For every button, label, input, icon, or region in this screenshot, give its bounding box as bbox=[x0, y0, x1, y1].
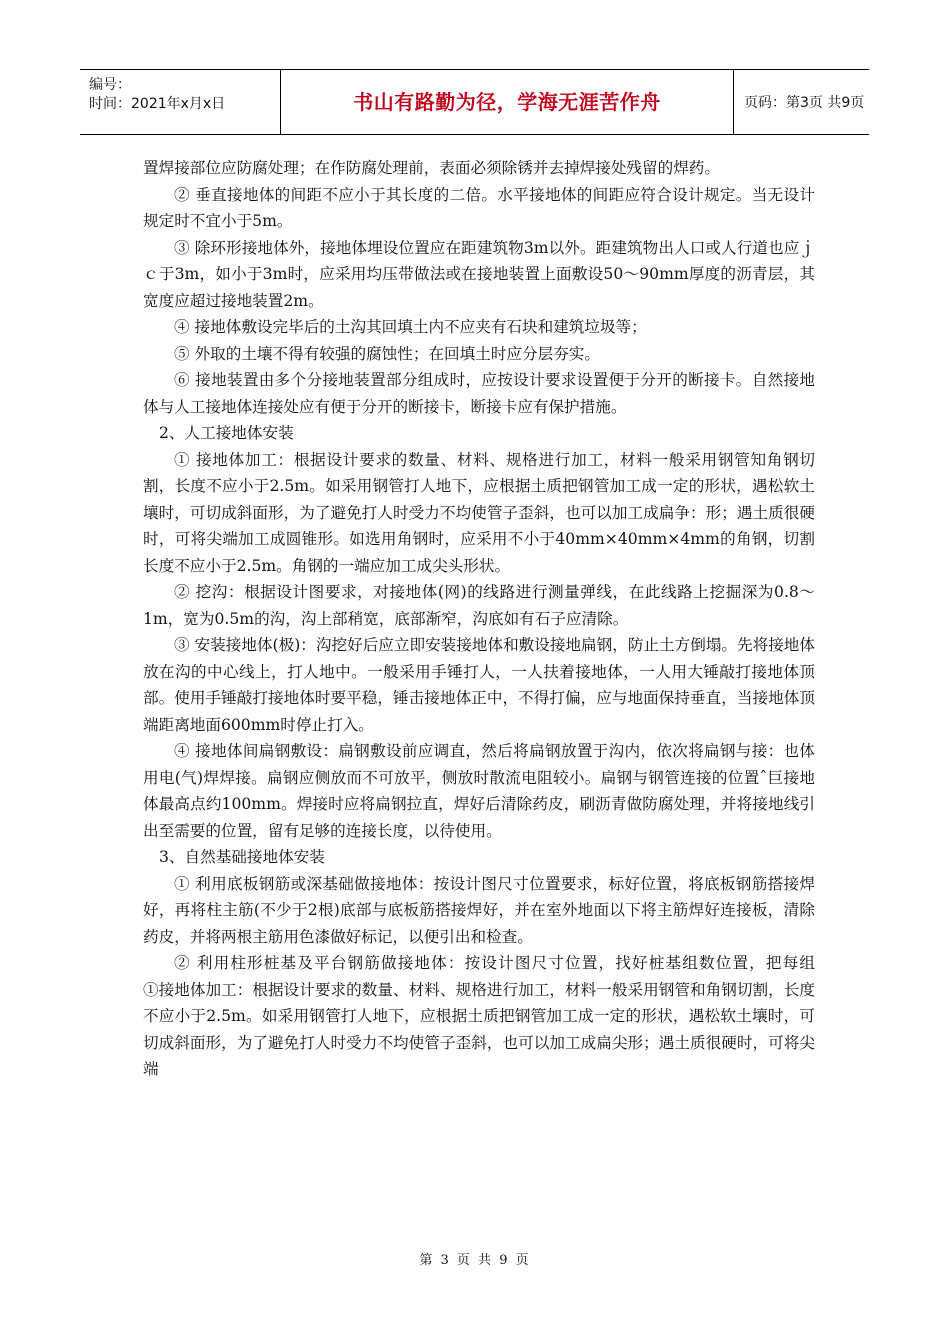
paragraph: ③ 除环形接地体外，接地体埋设位置应在距建筑物3m以外。距建筑物出人口或人行道也应ｊｃ于3m，如小于3m时，应采用均压带做法或在接地装置上面敷设50～90mm厚度的沥青层，其宽度应超过接地装置2m。 bbox=[143, 238, 815, 310]
paragraph: ① 接地体加工：根据设计要求的数量、材料、规格进行加工，材料一般采用钢管知角钢切割，长度不应小于2.5m。如采用钢管打人地下，应根据土质把钢管加工成一定的形状，遇松软土壤时，可切成斜面形，为了避免打人时受力不均使管子歪斜，也可以加工成扁争：形；遇土质很硬时，可将尖端加工成圆锥形。如选用角钢时，应采用不小于40mm×40mm×4mm的角钢，切割长度不应小于2.5m。角钢的一端应加工成尖头形状。 bbox=[143, 450, 815, 575]
page-header bbox=[80, 69, 869, 135]
section-heading: 3、自然基础接地体安装 bbox=[159, 848, 325, 866]
document-body bbox=[143, 155, 847, 1083]
paragraph: ④ 接地体敷设完毕后的土沟其回填土内不应夹有石块和建筑垃圾等； bbox=[174, 318, 647, 336]
header-meta bbox=[80, 70, 280, 134]
paragraph: ⑤ 外取的土壤不得有较强的腐蚀性；在回填土时应分层夯实。 bbox=[174, 344, 600, 363]
header-motto: 书山有路勤为径，学海无涯苦作舟 bbox=[280, 70, 734, 134]
paragraph: ② 挖沟：根据设计图要求，对接地体(网)的线路进行测量弹线，在此线路上挖掘深为0.8～ 1m，宽为0.5m的沟，沟上部稍宽，底部渐窄，沟底如有石子应清除。 bbox=[143, 583, 815, 628]
paragraph: ③ 安装接地体(极)：沟挖好后应立即安装接地体和敷设接地扁钢，防止土方倒塌。先将接地体放在沟的中心线上，打人地中。一般采用手锤打人，一人扶着接地体，一人用大锤敲打接地体顶部。使用手锤敲打接地体时要平稳，锤击接地体正中，不得打偏，应与地面保持垂直，当接地体顶端距离地面600mm时停止打入。 bbox=[143, 636, 815, 734]
section-heading: 2、人工接地体安装 bbox=[159, 424, 294, 442]
document-number-label: 编号： bbox=[89, 77, 131, 93]
header-page-number: 页码：第3页 共9页 bbox=[744, 95, 865, 111]
paragraph: ④ 接地体间扁钢敷设：扁钢敷设前应调直，然后将扁钢放置于沟内，依次将扁钢与接：也体用电(气)焊焊接。扁钢应侧放而不可放平，侧放时散流电阻较小。扁钢与钢管连接的位置ˆ巨接地体最高点约100mm。焊接时应将扁钢拉直，焊好后清除药皮，刷沥青做防腐处理，并将接地线引出至需要的位置，留有足够的连接长度，以待使用。 bbox=[143, 742, 815, 840]
page-footer: 第 3 页 共 9 页 bbox=[419, 1253, 531, 1268]
paragraph: 置焊接部位应防腐处理；在作防腐处理前，表面必须除锈并去掉焊接处残留的焊药。 bbox=[143, 159, 720, 177]
paragraph: ① 利用底板钢筋或深基础做接地体：按设计图尺寸位置要求，标好位置，将底板钢筋搭接焊好，再将柱主筋(不少于2根)底部与底板筋搭接焊好，并在室外地面以下将主筋焊好连接板，清除药皮，并将两根主筋用色漆做好标记，以便引出和检查。 bbox=[143, 874, 815, 946]
paragraph: ⑥ 接地装置由多个分接地装置部分组成时，应按设计要求设置便于分开的断接卡。自然接地体与人工接地体连接处应有便于分开的断接卡，断接卡应有保护措施。 bbox=[143, 371, 815, 416]
paragraph: ② 垂直接地体的间距不应小于其长度的二倍。水平接地体的间距应符合设计规定。当无设计规定时不宜小于5m。 bbox=[143, 185, 815, 230]
paragraph: ② 利用柱形桩基及平台钢筋做接地体：按设计图尺寸位置，找好桩基组数位置，把每组 ①接地体加工：根据设计要求的数量、材料、规格进行加工，材料一般采用钢管和角钢切割，长度不应小于2.5m。如采用钢管打人地下，应根据土质把钢管加工成一定的形状，遇松软土壤时，可切成斜面形，为了避免打人时受力不均使管子歪斜，也可以加工成扁尖形；遇土质很硬时，可将尖端 bbox=[143, 954, 847, 1078]
document-date-label: 时间：2021年x月x日 bbox=[89, 96, 226, 112]
